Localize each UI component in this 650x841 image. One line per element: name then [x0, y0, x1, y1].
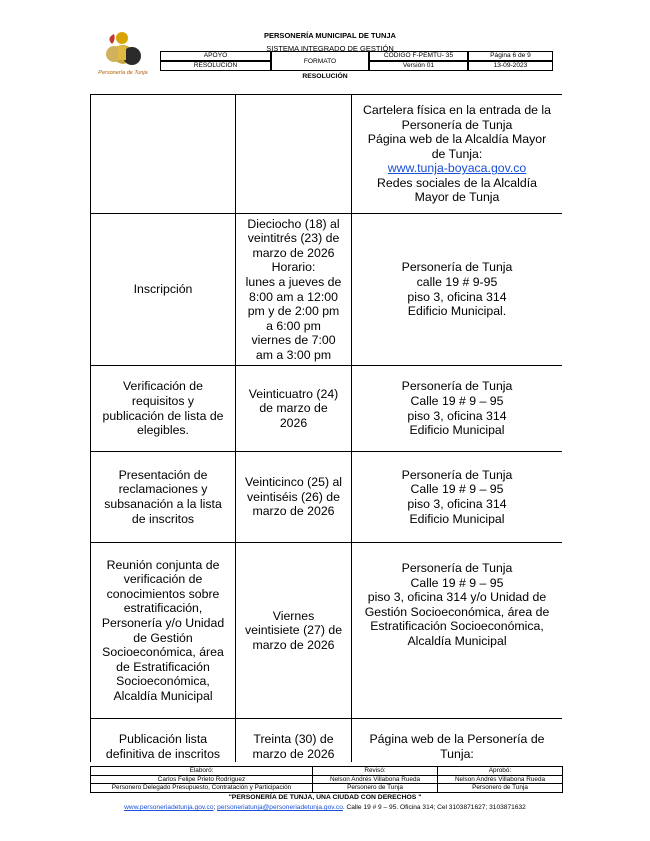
- place-line: Personería de Tunja: [401, 117, 513, 132]
- activity-line: subsanación a la lista: [104, 497, 222, 511]
- activity-line: Socioeconómica, área: [102, 645, 224, 660]
- elaboro-label: Elaboró:: [91, 767, 313, 776]
- personeria-logo: [92, 28, 154, 78]
- organization-title: PERSONERÍA MUNICIPAL DE TUNJA: [264, 31, 396, 40]
- place-line: Gestión Socioeconómica, área de: [364, 604, 550, 619]
- place-cell: [352, 366, 563, 452]
- place-line: de Tunja:: [431, 146, 483, 161]
- place-line: Página web de la Personería de: [369, 732, 545, 746]
- date-cell: [236, 95, 352, 214]
- document-meta-table: [160, 51, 553, 71]
- motto: "PERSONERÍA DE TUNJA, UNA CIUDAD CON DERECHOS ": [228, 794, 422, 801]
- place-line: Edificio Municipal: [409, 423, 505, 438]
- reviso-label: Revisó:: [313, 767, 438, 776]
- elaboro-name: Carlos Felipe Prieto Rodríguez: [91, 775, 313, 784]
- meta-apoyo: APOYO: [160, 51, 271, 61]
- date-line: de marzo de: [259, 401, 328, 416]
- place-line: Tunja:: [440, 746, 474, 761]
- elaboro-role: Personero Delegado Presupuesto, Contratación y Participación: [91, 784, 313, 793]
- date-line: marzo de 2026: [252, 504, 335, 519]
- date-line: veintisiete (27) de: [244, 623, 343, 638]
- date-line: marzo de 2026: [252, 245, 335, 260]
- meta-codigo: CÓDIGO F-PEMTU- 35: [369, 51, 468, 61]
- meta-fecha: 13-09-2023: [468, 61, 553, 71]
- document-type: RESOLUCIÓN: [302, 73, 348, 80]
- place-line: Calle 19 # 9 – 95: [410, 393, 504, 408]
- place-line: Edificio Municipal.: [407, 304, 507, 319]
- activity-cell: [91, 366, 236, 452]
- activity-line: definitiva de inscritos: [105, 746, 221, 761]
- activity-line: Publicación lista: [118, 732, 208, 746]
- place-line: Edificio Municipal: [409, 511, 505, 526]
- date-cell: [236, 452, 352, 543]
- activity-line: conocimientos sobre: [106, 586, 220, 601]
- place-line: Personería de Tunja: [401, 379, 513, 394]
- activity-line: Presentación de: [118, 467, 208, 482]
- activity-cell: [91, 214, 236, 366]
- place-line: Alcaldía Municipal: [407, 633, 507, 648]
- table-row: [91, 214, 563, 366]
- table-row: [91, 719, 563, 763]
- place-line: Página web de la Alcaldía Mayor: [367, 132, 547, 147]
- date-line: lunes a jueves de: [245, 274, 342, 289]
- date-line: a 6:00 pm: [266, 318, 321, 333]
- date-line: pm y de 2:00 pm: [247, 304, 340, 319]
- aprobo-name: Nelson Andrés Villabona Rueda: [438, 775, 563, 784]
- place-line: Redes sociales de la Alcaldía: [377, 175, 537, 190]
- meta-resolucion: RESOLUCIÓN: [160, 61, 271, 71]
- place-cell: [352, 719, 563, 763]
- schedule-table: [90, 94, 562, 762]
- activity-line: de inscritos: [131, 511, 195, 526]
- date-line: viernes de 7:00: [251, 333, 336, 348]
- place-cell: [352, 214, 563, 366]
- separator: ;: [213, 804, 218, 811]
- meta-formato: FORMATO: [271, 51, 369, 71]
- contact-line: [0, 804, 650, 811]
- date-line: Veinticuatro (24): [248, 386, 339, 401]
- table-row: [91, 366, 563, 452]
- website-link[interactable]: www.personeriadetunja.gov.co: [124, 804, 214, 811]
- table-row: [91, 452, 563, 543]
- activity-cell: [91, 719, 236, 763]
- activity-line: elegibles.: [137, 423, 189, 438]
- date-line: 2026: [279, 415, 308, 430]
- table-row: [91, 543, 563, 719]
- place-line: Calle 19 # 9 – 95: [410, 575, 504, 590]
- activity-line: Alcaldía Municipal: [113, 688, 213, 703]
- alcaldia-website-link[interactable]: www.tunja-boyaca.gov.co: [387, 161, 527, 176]
- place-line: piso 3, oficina 314: [407, 289, 507, 304]
- reviso-name: Nelson Andrés Villabona Rueda: [313, 775, 438, 784]
- meta-version: Versión 01: [369, 61, 468, 71]
- activity-line: requisitos y: [131, 393, 195, 408]
- date-line: Veinticinco (25) al: [244, 475, 343, 490]
- activity-line: estratificación,: [123, 601, 203, 616]
- date-line: veintitrés (23) de: [247, 231, 340, 246]
- date-line: marzo de 2026: [252, 637, 335, 652]
- activity-line: reclamaciones y: [118, 482, 208, 497]
- place-cell: [352, 543, 563, 719]
- date-line: Viernes: [272, 608, 315, 623]
- activity-line: Inscripción: [133, 282, 193, 297]
- date-line: Dieciocho (18) al: [247, 216, 340, 231]
- place-line: Personería de Tunja: [401, 467, 513, 482]
- date-cell: [236, 543, 352, 719]
- place-cell: [352, 452, 563, 543]
- logo-caption: Personería de Tunja: [98, 70, 148, 76]
- activity-line: de Gestión: [133, 630, 193, 645]
- system-title: SISTEMA INTEGRADO DE GESTIÓN: [266, 44, 394, 53]
- meta-pagina: Página 6 de 9: [468, 51, 553, 61]
- activity-line: Personería y/o Unidad: [101, 615, 225, 630]
- aprobo-label: Aprobó:: [438, 767, 563, 776]
- place-line: Personería de Tunja: [401, 260, 513, 275]
- email-link[interactable]: personeriatunja@personeriadetunja.gov.co: [217, 804, 343, 811]
- place-line: Personería de Tunja: [401, 561, 513, 575]
- date-cell: [236, 214, 352, 366]
- place-cell: [352, 95, 563, 214]
- activity-cell: [91, 452, 236, 543]
- activity-cell: [91, 543, 236, 719]
- address-text: . Calle 19 # 9 – 95. Oficina 314; Cel 3103871627; 3103871632: [342, 804, 526, 811]
- place-line: Cartelera física en la entrada de la: [363, 102, 551, 117]
- place-line: Mayor de Tunja: [414, 190, 500, 205]
- date-line: am a 3:00 pm: [255, 347, 332, 362]
- date-cell: [236, 366, 352, 452]
- date-line: 8:00 am a 12:00: [249, 289, 338, 304]
- place-line: piso 3, oficina 314 y/o Unidad de: [367, 590, 547, 605]
- aprobo-role: Personero de Tunja: [438, 784, 563, 793]
- activity-line: Verificación de: [123, 379, 203, 394]
- reviso-role: Personero de Tunja: [313, 784, 438, 793]
- table-row: [91, 95, 563, 214]
- date-line: Treinta (30) de: [253, 732, 334, 746]
- place-line: piso 3, oficina 314: [407, 497, 507, 511]
- activity-line: verificación de: [123, 572, 203, 587]
- date-line: Horario:: [271, 260, 316, 275]
- date-line: veintiséis (26) de: [247, 489, 340, 504]
- place-line: calle 19 # 9-95: [416, 274, 498, 289]
- activity-line: de Estratificación: [116, 659, 210, 674]
- approval-table: [90, 766, 562, 793]
- date-cell: [236, 719, 352, 763]
- place-line: Estratificación Socioeconómica,: [370, 619, 544, 634]
- activity-line: publicación de lista de: [102, 408, 224, 423]
- date-line: marzo de 2026: [252, 746, 335, 761]
- activity-line: Socioeconómica,: [116, 674, 210, 689]
- place-line: piso 3, oficina 314: [407, 408, 507, 423]
- place-line: Calle 19 # 9 – 95: [410, 482, 504, 497]
- activity-cell: [91, 95, 236, 214]
- activity-line: Reunión conjunta de: [106, 557, 220, 572]
